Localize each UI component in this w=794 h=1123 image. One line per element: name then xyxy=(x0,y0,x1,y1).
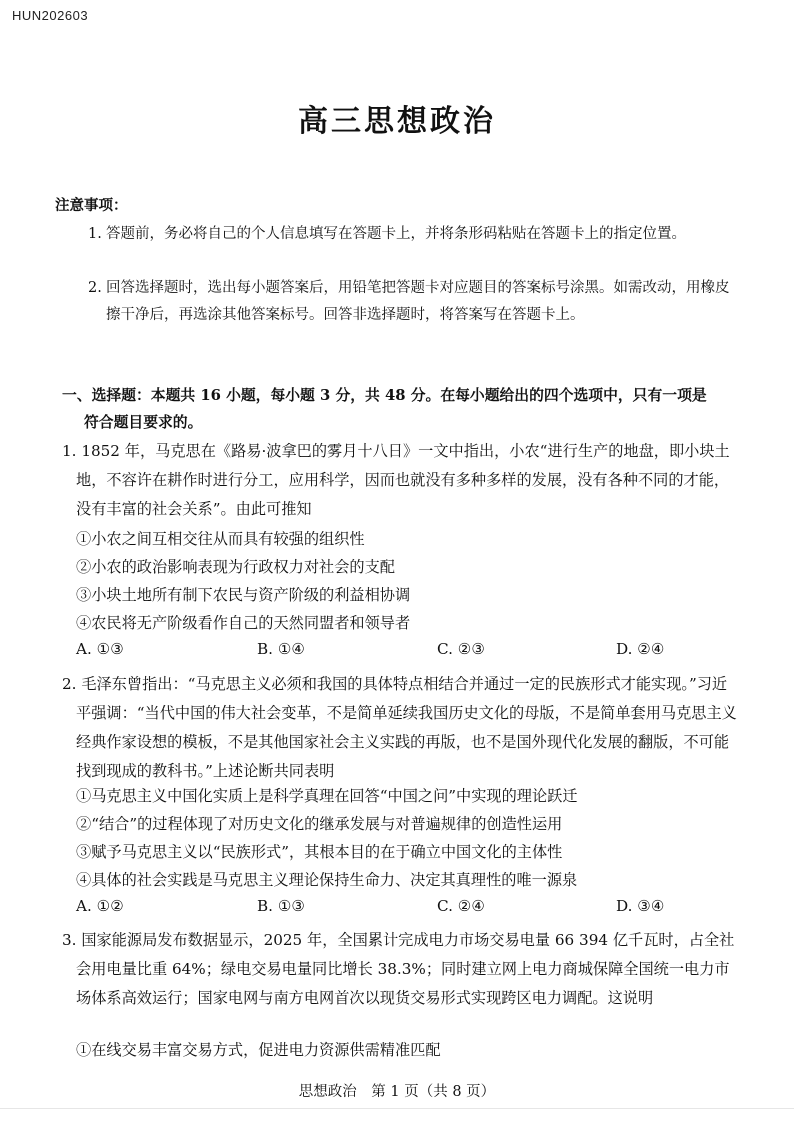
page-title: 高三思想政治 xyxy=(298,104,496,139)
question-3-stem xyxy=(62,926,737,1013)
option-a: A. ①② xyxy=(76,897,124,915)
statement: ②小农的政治影响表现为行政权力对社会的支配 xyxy=(76,558,395,576)
option-b: B. ①③ xyxy=(257,897,306,915)
footer-divider xyxy=(0,1108,794,1109)
option-c: C. ②③ xyxy=(437,640,485,658)
statement: ①在线交易丰富交易方式，促进电力资源供需精准匹配 xyxy=(76,1041,441,1059)
statement: ①马克思主义中国化实质上是科学真理在回答“中国之问”中实现的理论跃迁 xyxy=(76,787,578,805)
notice-item-number: 2. xyxy=(88,280,102,296)
question-stem: 1. 1852 年，马克思在《路易·波拿巴的雾月十八日》一文中指出，小农“进行生产的地盘，即小块土地，不容许在耕作时进行分工，应用科学，因而也就没有多种多样的发展，没有各种不同的才能，没有丰富的社会关系”。由此可推知 xyxy=(62,442,730,518)
notice-item-2 xyxy=(88,275,738,329)
notice-heading: 注意事项： xyxy=(55,197,128,214)
notice-item-1 xyxy=(88,221,738,248)
statement: ①小农之间互相交往从而具有较强的组织性 xyxy=(76,530,365,548)
section-heading-line1: 一、选择题：本题共 16 小题，每小题 3 分，共 48 分。在每小题给出的四个选项中，只有一项是 xyxy=(62,387,707,404)
option-a: A. ①③ xyxy=(76,640,124,658)
notice-item-number: 1. xyxy=(88,226,102,242)
section-heading xyxy=(62,382,737,436)
option-d: D. ②④ xyxy=(616,640,665,658)
option-c: C. ②④ xyxy=(437,897,485,915)
statement: ③赋予马克思主义以“民族形式”，其根本目的在于确立中国文化的主体性 xyxy=(76,843,563,861)
option-b: B. ①④ xyxy=(257,640,306,658)
statement: ④农民将无产阶级看作自己的天然同盟者和领导者 xyxy=(76,614,411,632)
notice-item-text: 回答选择题时，选出每小题答案后，用铅笔把答题卡对应题目的答案标号涂黑。如需改动，用橡皮擦干净后，再选涂其他答案标号。回答非选择题时，将答案写在答题卡上。 xyxy=(106,280,730,323)
statement: ④具体的社会实践是马克思主义理论保持生命力、决定其真理性的唯一源泉 xyxy=(76,871,578,889)
question-1-stem xyxy=(62,437,737,524)
exam-code: HUN202603 xyxy=(12,8,89,23)
statement: ②“结合”的过程体现了对历史文化的继承发展与对普遍规律的创造性运用 xyxy=(76,815,563,833)
page-footer: 思想政治 第 1 页（共 8 页） xyxy=(298,1084,496,1100)
option-d: D. ③④ xyxy=(616,897,665,915)
question-2-stem xyxy=(62,670,737,786)
notice-item-text: 答题前，务必将自己的个人信息填写在答题卡上，并将条形码粘贴在答题卡上的指定位置。 xyxy=(106,226,686,242)
statement: ③小块土地所有制下农民与资产阶级的利益相协调 xyxy=(76,586,411,604)
section-heading-line2: 符合题目要求的。 xyxy=(84,414,203,431)
question-stem: 3. 国家能源局发布数据显示，2025 年，全国累计完成电力市场交易电量 66 394 亿千瓦时，占全社会用电量比重 64%；绿电交易电量同比增长 38.3%；同时建立网上电力商城保障全国统一电力市场体系高效运行；国家电网与南方电网首次以现货交易形式实现跨区电力调配。这说明 xyxy=(62,931,735,1007)
question-stem: 2. 毛泽东曾指出：“马克思主义必须和我国的具体特点相结合并通过一定的民族形式才能实现。”习近平强调：“当代中国的伟大社会变革，不是简单延续我国历史文化的母版，不是简单套用马克思主义经典作家设想的模板，不是其他国家社会主义实践的再版，也不是国外现代化发展的翻版，不可能找到现成的教科书。”上述论断共同表明 xyxy=(62,675,737,780)
